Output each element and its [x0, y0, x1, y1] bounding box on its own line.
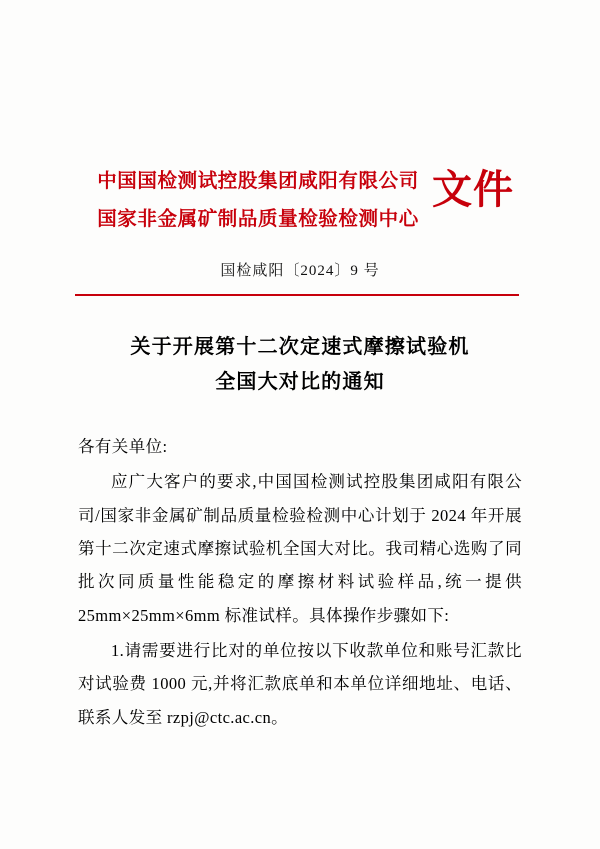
document-body — [78, 430, 522, 734]
letterhead — [78, 0, 522, 229]
letterhead-red-divider — [75, 294, 519, 296]
document-title-line-1: 关于开展第十二次定速式摩擦试验机 — [130, 336, 470, 358]
document-number: 国检咸阳〔2024〕9 号 — [220, 263, 380, 279]
body-paragraph-2: 1.请需要进行比对的单位按以下收款单位和账号汇款比对试验费 1000 元,并将汇款底单和本单位详细地址、电话、联系人发至 rzpj@ctc.ac.cn。 — [78, 640, 522, 727]
document-title — [78, 330, 522, 400]
letterhead-org-line-2: 国家非金属矿制品质量检验检测中心 — [97, 208, 419, 230]
letterhead-org-names — [78, 172, 438, 229]
letterhead-wenjian-mark: 文件 — [432, 167, 514, 212]
letterhead-org-line-1: 中国国检测试控股集团咸阳有限公司 — [97, 171, 419, 192]
salutation: 各有关单位: — [78, 437, 168, 456]
document-title-line-2: 全国大对比的通知 — [215, 371, 385, 393]
body-paragraph-1: 应广大客户的要求,中国国检测试控股集团咸阳有限公司/国家非金属矿制品质量检验检测中心计划于 2024 年开展第十二次定速式摩擦试验机全国大对比。我司精心选购了同批次同质量性能稳定的摩擦材料试验样品,统一提供 25mm×25mm×6mm 标准试样。具体操作步骤如下: — [78, 472, 522, 625]
